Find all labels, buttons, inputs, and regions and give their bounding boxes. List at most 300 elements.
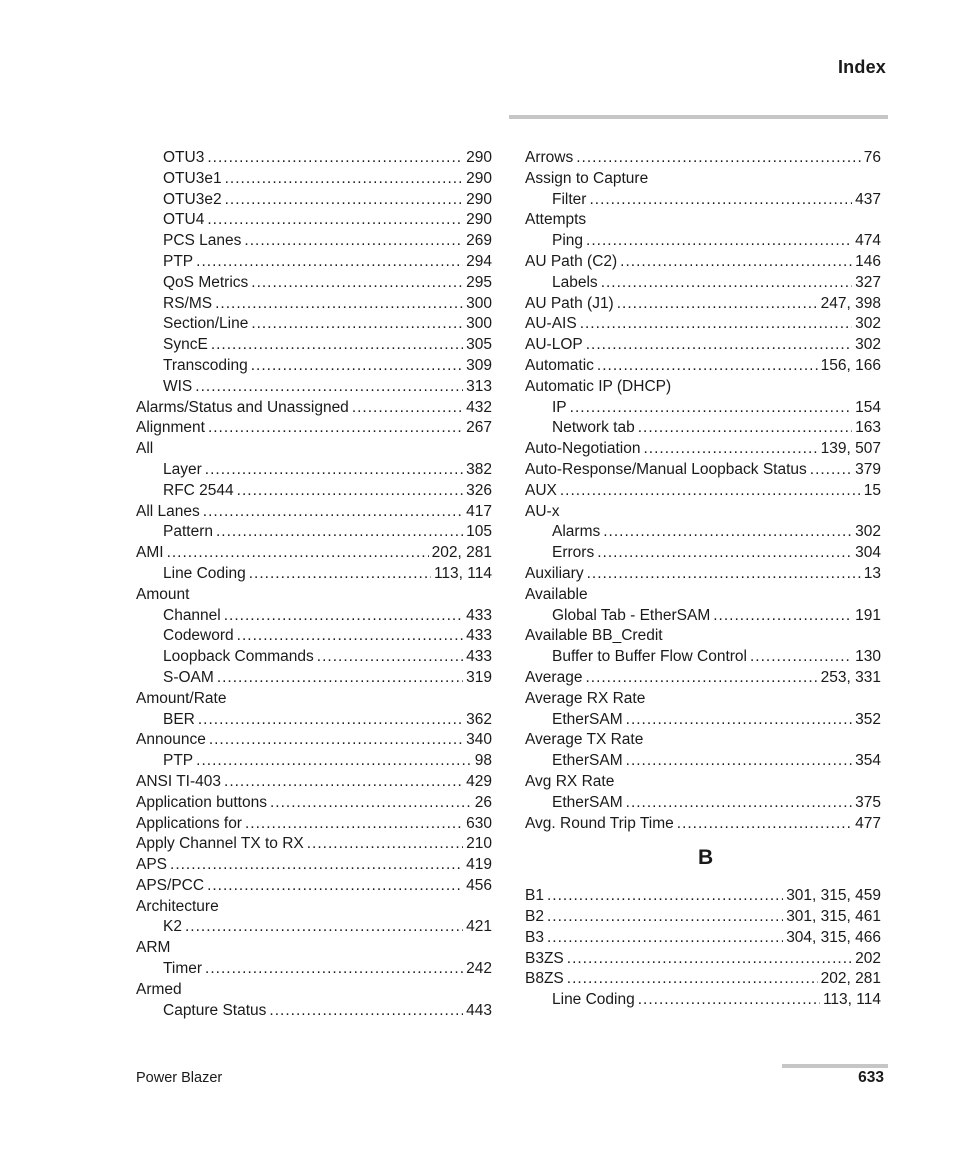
index-term: Buffer to Buffer Flow Control [552,648,747,666]
page-reference[interactable]: 375 [855,793,881,811]
index-term: B8ZS [525,970,564,988]
page-reference[interactable]: 202, 281 [431,544,492,562]
index-entry [525,730,881,751]
index-term: Applications for [136,814,242,832]
index-entry [136,398,492,419]
dot-leader [244,231,463,252]
index-entry [525,668,881,689]
index-subentry [136,959,492,980]
index-term: Errors [552,544,595,562]
page-reference[interactable]: 290 [466,149,492,166]
index-term: Assign to Capture [525,169,649,187]
index-entry [136,876,492,897]
index-entry [136,585,492,606]
page-reference[interactable]: 302 [855,315,881,333]
index-entry [525,252,881,273]
index-subentry [525,273,881,294]
index-entry [525,460,881,481]
dot-leader [317,647,463,668]
index-term: Attempts [525,211,587,229]
page-reference[interactable]: 242 [466,960,492,978]
page-reference[interactable]: 295 [466,273,492,291]
dot-leader [580,314,852,335]
index-term: Auto-Response/Manual Loopback Status [525,460,807,478]
index-subentry [136,917,492,938]
page-reference[interactable]: 313 [466,377,492,395]
page-reference[interactable]: 300 [466,315,492,333]
index-term: Average [525,668,583,686]
dot-leader [207,876,463,897]
page-reference[interactable]: 421 [466,918,492,936]
index-entry [525,148,881,169]
footer-rule [782,1064,888,1068]
dot-leader [626,793,852,814]
dot-leader [185,917,463,938]
index-entry [136,938,492,959]
index-subentry [525,606,881,627]
page-reference[interactable]: 309 [466,356,492,374]
index-entry [525,689,881,710]
dot-leader [585,668,817,689]
index-column-left [136,148,492,1021]
dot-leader [626,710,852,731]
dot-leader [567,949,852,970]
index-entry [525,169,881,190]
index-entry [525,356,881,377]
dot-leader [586,335,852,356]
index-term: Channel [163,606,221,624]
index-term: Alarms/Status and Unassigned [136,398,349,416]
index-subentry [136,481,492,502]
index-term: BER [163,710,195,728]
dot-leader [597,543,852,564]
dot-leader [570,398,852,419]
index-term: PTP [163,252,194,270]
index-term: QoS Metrics [163,273,249,291]
page-reference[interactable]: 477 [855,814,881,832]
index-subentry [136,377,492,398]
page-reference[interactable]: 379 [855,460,881,478]
dot-leader [203,502,463,523]
index-subentry [136,356,492,377]
index-subentry [525,190,881,211]
page-reference[interactable]: 437 [855,190,881,208]
page-reference[interactable]: 300 [466,294,492,312]
index-term: Timer [163,960,203,978]
index-term: AU Path (J1) [525,294,614,312]
index-entry [525,294,881,315]
index-term: S-OAM [163,668,214,686]
index-term: ARM [136,939,171,957]
index-entry [136,814,492,835]
page-reference[interactable]: 474 [855,232,881,250]
index-term: Avg RX Rate [525,772,615,790]
index-term: ANSI TI-403 [136,772,222,790]
page-reference[interactable]: 304, 315, 466 [786,928,881,946]
index-subentry [136,190,492,211]
dot-leader [638,418,852,439]
dot-leader [207,210,463,231]
index-term: Section/Line [163,315,249,333]
index-term: B3 [525,928,544,946]
dot-leader [270,793,472,814]
page-reference[interactable]: 433 [466,606,492,624]
dot-leader [251,314,463,335]
page-reference[interactable]: 139, 507 [820,440,881,458]
index-term: Amount [136,585,190,603]
index-subentry [136,710,492,731]
index-term: Ping [552,232,584,250]
index-entry [525,585,881,606]
index-section-b [525,886,881,1011]
index-entry [136,502,492,523]
index-subentry [136,460,492,481]
index-subentry [136,148,492,169]
page-reference[interactable]: 443 [466,1001,492,1019]
index-term: Average RX Rate [525,689,646,707]
index-entry [136,439,492,460]
index-term: WIS [163,377,193,395]
index-term: K2 [163,918,182,936]
dot-leader [249,564,431,585]
index-term: Pattern [163,523,213,541]
index-term: PCS Lanes [163,232,242,250]
page-reference[interactable]: 163 [855,419,881,437]
index-subentry [136,668,492,689]
page-reference[interactable]: 26 [474,793,492,811]
page-reference[interactable]: 290 [466,190,492,208]
index-entry [525,377,881,398]
index-section-b-heading-wrap [525,834,881,886]
dot-leader [215,294,463,315]
dot-leader [547,928,783,949]
index-entry [525,814,881,835]
index-term: Network tab [552,419,635,437]
page-reference[interactable]: 105 [466,523,492,541]
index-term: Line Coding [552,991,635,1009]
index-subentry [136,231,492,252]
dot-leader [217,668,463,689]
index-entry [136,980,492,1001]
index-term: All Lanes [136,502,200,520]
index-entry [525,886,881,907]
index-subentry [525,710,881,731]
index-entry [525,314,881,335]
page-reference[interactable]: 156, 166 [820,356,881,374]
page-reference[interactable]: 130 [855,648,881,666]
index-subentry [525,543,881,564]
page-reference[interactable]: 352 [855,710,881,728]
index-term: Labels [552,273,598,291]
index-entry [525,502,881,523]
dot-leader [208,418,463,439]
dot-leader [205,959,463,980]
index-subentry [525,647,881,668]
page-reference[interactable]: 354 [855,752,881,770]
index-term: Global Tab - EtherSAM [552,606,711,624]
index-subentry [136,626,492,647]
index-term: B3ZS [525,949,564,967]
page-reference[interactable]: 302 [855,523,881,541]
index-term: All [136,440,154,458]
dot-leader [167,543,429,564]
index-entry [525,928,881,949]
page-reference[interactable]: 419 [466,856,492,874]
dot-leader [196,252,463,273]
dot-leader [750,647,852,668]
dot-leader [195,377,463,398]
index-term: Avg. Round Trip Time [525,814,674,832]
index-term: Alignment [136,419,205,437]
page-reference[interactable]: 301, 315, 459 [786,887,881,905]
index-subentry [525,398,881,419]
dot-leader [224,772,463,793]
index-subentry [525,418,881,439]
dot-leader [586,231,852,252]
page-reference[interactable]: 210 [466,835,492,853]
page-reference[interactable]: 290 [466,169,492,187]
dot-leader [587,564,861,585]
dot-leader [576,148,861,169]
dot-leader [547,907,783,928]
dot-leader [307,834,463,855]
index-entry [525,907,881,928]
dot-leader [207,148,463,169]
index-term: Application buttons [136,793,267,811]
dot-leader [597,356,818,377]
index-term: Available [525,585,588,603]
page-reference[interactable]: 302 [855,336,881,354]
page-reference[interactable]: 340 [466,731,492,749]
index-subentry [136,647,492,668]
index-term: Available BB_Credit [525,627,663,645]
index-subentry [136,314,492,335]
dot-leader [603,522,852,543]
dot-leader [216,522,463,543]
page-reference[interactable]: 202, 281 [820,970,881,988]
index-entry [525,626,881,647]
page-reference[interactable]: 382 [466,460,492,478]
index-entry [525,481,881,502]
page-reference[interactable]: 146 [855,252,881,270]
index-term: OTU3e2 [163,190,222,208]
index-term: AU-LOP [525,336,583,354]
page-reference[interactable]: 301, 315, 461 [786,908,881,926]
page-reference[interactable]: 267 [466,419,492,437]
dot-leader [638,990,820,1011]
page-reference[interactable]: 294 [466,252,492,270]
index-term: Armed [136,980,182,998]
index-term: Transcoding [163,356,248,374]
index-subentry [136,522,492,543]
index-entry [525,335,881,356]
index-entry [136,418,492,439]
page-reference[interactable]: 433 [466,648,492,666]
index-term: EtherSAM [552,710,623,728]
index-term: B2 [525,908,544,926]
page-reference[interactable]: 290 [466,211,492,229]
dot-leader [211,335,463,356]
index-entry [136,772,492,793]
index-entry [136,730,492,751]
index-entry [525,772,881,793]
index-term: RS/MS [163,294,213,312]
index-entry [525,439,881,460]
dot-leader [810,460,852,481]
page-reference[interactable]: 417 [466,502,492,520]
page-reference[interactable]: 432 [466,398,492,416]
index-subentry [525,231,881,252]
index-subentry [136,210,492,231]
index-subentry [136,564,492,585]
index-term: AUX [525,481,557,499]
page-reference[interactable]: 154 [855,398,881,416]
index-term: Amount/Rate [136,689,227,707]
index-subentry [136,1001,492,1022]
index-entry [136,689,492,710]
page-reference[interactable]: 630 [466,814,492,832]
index-term: AU Path (C2) [525,252,618,270]
index-subentry [136,273,492,294]
index-term: Auxiliary [525,564,584,582]
index-subentry [525,793,881,814]
index-term: EtherSAM [552,793,623,811]
dot-leader [352,398,463,419]
index-term: Average TX Rate [525,731,644,749]
dot-leader [547,886,783,907]
page-reference[interactable]: 304 [855,544,881,562]
index-entry [525,210,881,231]
index-term: Loopback Commands [163,648,314,666]
dot-leader [626,751,852,772]
index-term: Arrows [525,149,574,166]
page-reference[interactable]: 362 [466,710,492,728]
page-reference[interactable]: 113, 114 [822,991,881,1009]
section-letter-b: B [698,846,714,870]
dot-leader [589,190,852,211]
dot-leader [224,606,463,627]
index-entry [136,855,492,876]
page-header-title: Index [837,57,886,77]
index-term: Capture Status [163,1001,267,1019]
page-reference[interactable]: 113, 114 [433,564,492,582]
index-subentry [525,522,881,543]
page-reference[interactable]: 191 [855,606,881,624]
page-reference[interactable]: 13 [863,564,881,582]
index-entry [525,969,881,990]
dot-leader [205,460,463,481]
page-reference[interactable]: 319 [466,668,492,686]
index-entry [525,564,881,585]
index-term: Apply Channel TX to RX [136,835,304,853]
index-term: Layer [163,460,202,478]
page-reference[interactable]: 327 [855,273,881,291]
index-subentry [136,169,492,190]
page-reference[interactable]: 305 [466,336,492,354]
dot-leader [251,356,463,377]
page-reference[interactable]: 433 [466,627,492,645]
index-term: Auto-Negotiation [525,440,641,458]
index-subentry [136,335,492,356]
dot-leader [237,481,463,502]
index-term: Automatic IP (DHCP) [525,377,672,395]
index-term: AU-x [525,502,560,520]
footer-book-title: Power Blazer [136,1070,223,1086]
page-reference[interactable]: 15 [863,481,881,499]
index-column-right [525,148,881,1011]
index-term: EtherSAM [552,752,623,770]
page-reference[interactable]: 326 [466,481,492,499]
page-reference[interactable]: 269 [466,232,492,250]
index-term: AMI [136,544,164,562]
page-reference[interactable]: 247, 398 [820,294,881,312]
index-term: Line Coding [163,564,246,582]
dot-leader [198,710,463,731]
index-entry [136,834,492,855]
index-term: APS/PCC [136,876,205,894]
dot-leader [209,730,463,751]
dot-leader [713,606,852,627]
page-reference[interactable]: 253, 331 [820,668,881,686]
dot-leader [196,751,472,772]
dot-leader [225,190,464,211]
dot-leader [677,814,852,835]
index-term: Announce [136,731,206,749]
index-term: SyncE [163,336,208,354]
index-term: OTU3e1 [163,169,222,187]
index-term: Automatic [525,356,594,374]
dot-leader [225,169,464,190]
index-term: Alarms [552,523,601,541]
dot-leader [560,481,861,502]
index-term: PTP [163,752,194,770]
dot-leader [617,294,818,315]
index-term: B1 [525,887,544,905]
page-reference[interactable]: 429 [466,772,492,790]
index-entry [136,897,492,918]
page-reference[interactable]: 98 [474,752,492,770]
index-section-a-continued [525,148,881,834]
dot-leader [170,855,463,876]
page-reference[interactable]: 456 [466,876,492,894]
index-term: RFC 2544 [163,481,234,499]
index-subentry [136,751,492,772]
index-subentry [136,252,492,273]
dot-leader [567,969,818,990]
dot-leader [269,1001,463,1022]
index-term: OTU4 [163,211,205,229]
index-entry [136,793,492,814]
dot-leader [237,626,463,647]
index-term: Architecture [136,897,219,915]
page-reference[interactable]: 202 [855,949,881,967]
header-rule [509,115,888,119]
index-term: OTU3 [163,149,205,166]
dot-leader [643,439,817,460]
index-term: APS [136,856,168,874]
index-entry [525,949,881,970]
index-subentry [525,751,881,772]
index-term: IP [552,398,567,416]
index-term: Filter [552,190,587,208]
index-subentry [136,606,492,627]
dot-leader [620,252,852,273]
index-subentry [525,990,881,1011]
index-term: Codeword [163,627,234,645]
index-entry [136,543,492,564]
index-term: AU-AIS [525,315,577,333]
page-reference[interactable]: 76 [863,149,881,166]
